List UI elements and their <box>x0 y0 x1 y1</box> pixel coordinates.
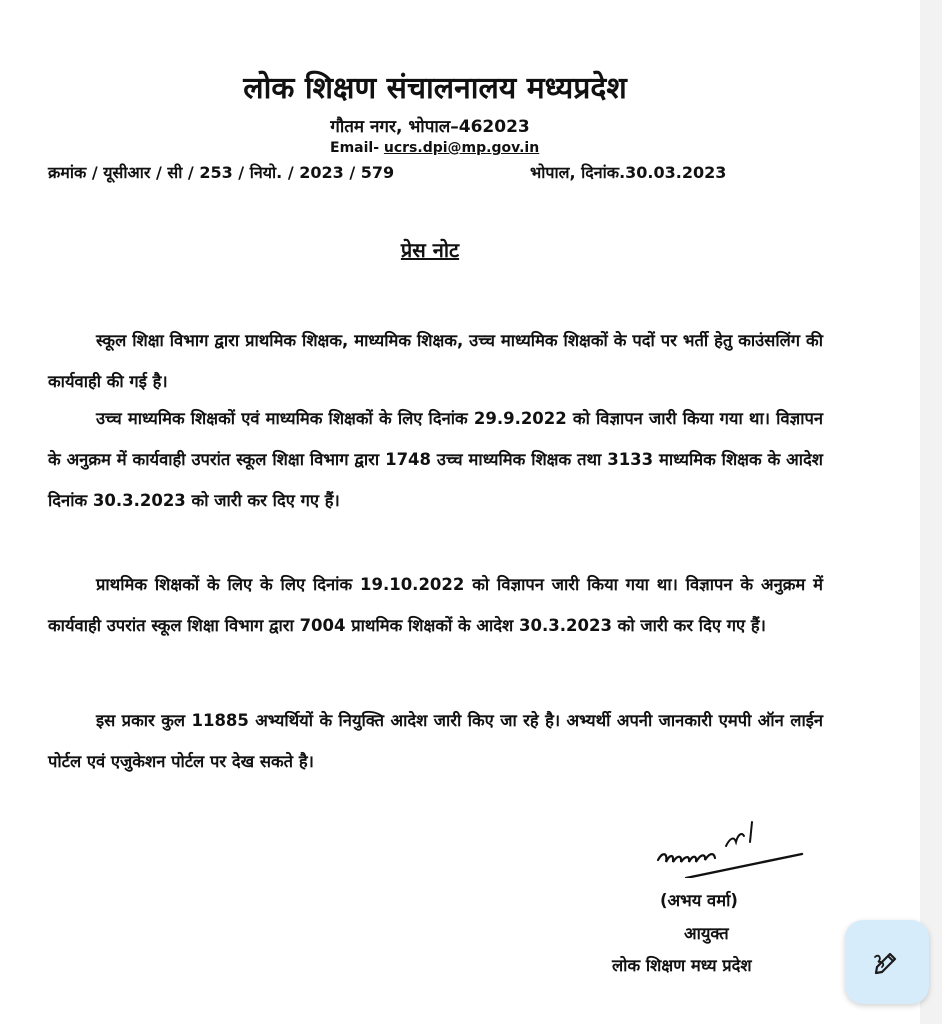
signer-designation: आयुक्त <box>684 924 729 943</box>
handwritten-signature-icon <box>640 808 820 878</box>
body-paragraph-1: स्कूल शिक्षा विभाग द्वारा प्राथमिक शिक्षक, माध्यमिक शिक्षक, उच्च माध्यमिक शिक्षकों के पदों पर भर्ती हेतु काउंसलिंग की कार्यवाही की गई है। <box>48 331 823 391</box>
signer-name: (अभय वर्मा) <box>660 891 738 910</box>
office-title: लोक शिक्षण संचालनालय मध्यप्रदेश <box>243 71 627 106</box>
email-address: ucrs.dpi@mp.gov.in <box>383 140 540 156</box>
body-paragraph-2: उच्च माध्यमिक शिक्षकों एवं माध्यमिक शिक्षकों के लिए दिनांक 29.9.2022 को विज्ञापन जारी किया गया था। विज्ञापन के अनुक्रम में कार्यवाही उपरांत स्कूल शिक्षा विभाग द्वारा 1748 उच्च माध्यमिक शिक्षक तथा 3133 माध्यमिक शिक्षक के आदेश दिनांक 30.3.2023 को जारी कर दिए गए हैं। <box>48 409 823 510</box>
edit-button[interactable] <box>845 920 929 1004</box>
pencil-edit-icon <box>870 945 904 979</box>
scroll-gutter <box>920 0 942 1024</box>
body-paragraph-4: इस प्रकार कुल 11885 अभ्यर्थियों के नियुक्ति आदेश जारी किए जा रहे है। अभ्यर्थी अपनी जानकारी एमपी ऑन लाईन पोर्टल एवं एजुकेशन पोर्टल पर देख सकते है। <box>48 711 823 771</box>
place-date: भोपाल, दिनांक.30.03.2023 <box>530 163 727 182</box>
signer-office: लोक शिक्षण मध्य प्रदेश <box>612 956 752 975</box>
email-line <box>330 140 539 156</box>
office-address: गौतम नगर, भोपाल–462023 <box>330 117 530 137</box>
email-label: Email- <box>330 140 380 156</box>
press-note-heading: प्रेस नोट <box>400 238 460 262</box>
reference-number: क्रमांक / यूसीआर / सी / 253 / नियो. / 2023 / 579 <box>48 163 395 182</box>
body-paragraph-3: प्राथमिक शिक्षकों के लिए के लिए दिनांक 19.10.2022 को विज्ञापन जारी किया गया था। विज्ञापन के अनुक्रम में कार्यवाही उपरांत स्कूल शिक्षा विभाग द्वारा 7004 प्राथमिक शिक्षकों के आदेश 30.3.2023 को जारी कर दिए गए हैं। <box>48 575 823 635</box>
